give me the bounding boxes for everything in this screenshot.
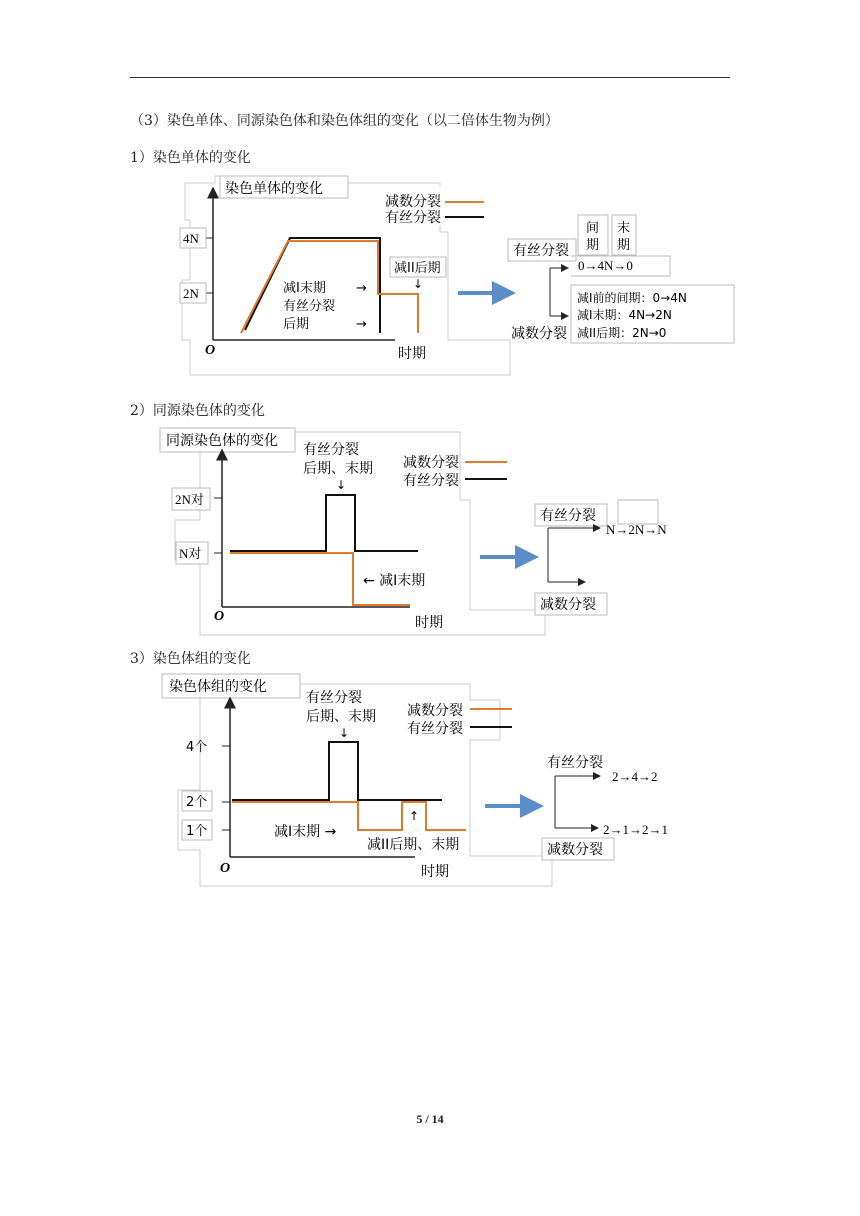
chart1-ytick-2n: 2N — [183, 286, 199, 301]
chart1-phase-interphase: 间 — [586, 221, 600, 236]
chart1-mitosis-label: 有丝分裂 — [513, 243, 569, 259]
chart3-ann-phase: 后期、末期 — [306, 709, 376, 725]
chart2-mitosis-line — [230, 495, 418, 551]
chart3-origin: O — [220, 861, 231, 876]
chart3-x-label: 时期 — [421, 864, 449, 880]
chart2-ytick-n: N对 — [179, 546, 202, 561]
chart1-ann-m1-end: 减I末期 — [283, 281, 326, 296]
chart2-legend-mitosis: 有丝分裂 — [403, 473, 459, 489]
section3-label: 3）染色体组的变化 — [130, 651, 251, 667]
figure-homologous — [160, 428, 667, 635]
page-number: 5 / 14 — [416, 1112, 444, 1126]
chart2-ytick-2n: 2N对 — [175, 492, 204, 507]
chart1-ann-arrow-1: → — [356, 281, 367, 296]
section-heading: （3）染色单体、同源染色体和染色体组的变化（以二倍体生物为例） — [130, 113, 559, 129]
chart2-ann-down-arrow: ↓ — [336, 478, 347, 492]
chart3-title: 染色体组的变化 — [169, 679, 267, 695]
chart3-ytick-4: 4个 — [186, 740, 208, 755]
chart1-ann-anaphase: 后期 — [283, 317, 310, 332]
chart2-meiosis-label: 减数分裂 — [540, 597, 596, 613]
chart3-mitosis-label: 有丝分裂 — [547, 755, 603, 771]
chart2-mitosis-label: 有丝分裂 — [540, 508, 596, 524]
chart3-ann-down-arrow: ↓ — [339, 726, 350, 740]
chart2-ann-phase: 后期、末期 — [303, 461, 373, 477]
chart1-phase-telophase: 末 — [617, 221, 631, 236]
chart2-mitosis-seq: N→2N→N — [606, 522, 667, 537]
chart3-meiosis-line — [232, 802, 466, 830]
chart3-ann-m2: 减II后期、末期 — [367, 837, 460, 853]
chart1-title: 染色单体的变化 — [225, 181, 323, 197]
chart1-phase-telophase-2: 期 — [617, 238, 631, 253]
figure-chromatid — [180, 176, 734, 375]
chart1-ann-arrow-2: → — [356, 317, 367, 332]
chart1-phase-interphase-2: 期 — [586, 238, 600, 253]
chart3-legend-meiosis: 减数分裂 — [407, 703, 463, 719]
figure-chromosome-set — [162, 674, 668, 886]
chart3-ytick-1: 1个 — [186, 824, 208, 839]
chart1-meiosis-label: 减数分裂 — [511, 326, 567, 342]
chart1-mitosis-seq: 0→4N→0 — [578, 258, 633, 273]
chart2-ann-mitosis: 有丝分裂 — [303, 442, 359, 458]
chart1-legend-meiosis: 减数分裂 — [385, 194, 441, 210]
chart2-ann-m1-end: ← 减I末期 — [363, 573, 426, 589]
chart2-title: 同源染色体的变化 — [166, 433, 278, 449]
chart3-mitosis-seq: 2→4→2 — [612, 769, 658, 784]
chart2-x-label: 时期 — [415, 615, 443, 631]
chart1-x-label: 时期 — [398, 346, 426, 362]
chart3-ann-mitosis: 有丝分裂 — [306, 690, 362, 706]
chart1-frame — [182, 176, 510, 375]
chart1-ann-mitosis: 有丝分裂 — [283, 299, 336, 314]
chart2-origin: O — [214, 609, 225, 624]
chart3-legend-mitosis: 有丝分裂 — [407, 721, 463, 737]
chart2-seq-box — [618, 500, 658, 524]
chart1-ann-down-arrow: ↓ — [413, 277, 424, 291]
chart1-ytick-4n: 4N — [183, 231, 199, 246]
chart1-origin: O — [205, 343, 216, 358]
chart1-meiosis-line3: 减II后期：2N→0 — [577, 326, 667, 340]
chart2-legend-meiosis: 减数分裂 — [403, 455, 459, 471]
chart1-ann-m2-anaphase: 减II后期 — [394, 261, 441, 276]
chart3-meiosis-seq: 2→1→2→1 — [603, 822, 668, 837]
chart3-mitosis-line — [232, 742, 442, 800]
section1-label: 1）染色单体的变化 — [130, 150, 251, 166]
chart3-ytick-2: 2个 — [186, 795, 208, 810]
chart1-legend-mitosis: 有丝分裂 — [385, 210, 441, 226]
chart1-meiosis-line — [241, 241, 418, 333]
chart3-ann-up-arrow: ↑ — [409, 809, 420, 823]
chart3-ann-m1-end: 减I末期 → — [274, 824, 337, 840]
chart1-meiosis-line2: 减I末期：4N→2N — [577, 308, 672, 322]
chart3-meiosis-label: 减数分裂 — [547, 842, 603, 858]
chart1-meiosis-line1: 减I前的间期：0→4N — [577, 291, 687, 305]
section2-label: 2）同源染色体的变化 — [130, 403, 265, 419]
